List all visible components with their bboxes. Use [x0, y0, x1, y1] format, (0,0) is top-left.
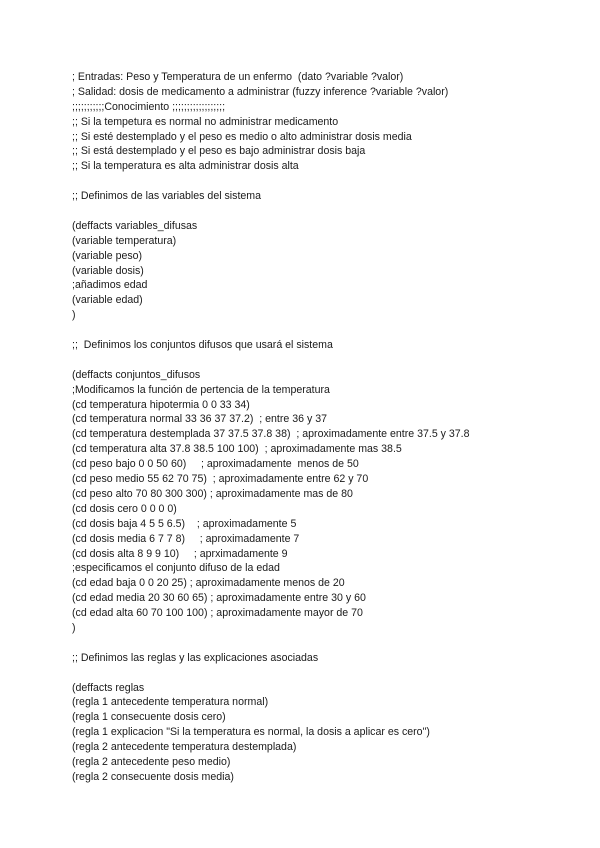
code-line: (variable peso)	[72, 249, 143, 262]
code-line: (cd peso medio 55 62 70 75) ; aproximadamente entre 62 y 70	[72, 473, 369, 486]
code-line: ;añadimos edad	[72, 279, 148, 292]
code-line: ;; Si la temperatura es alta administrar dosis alta	[72, 160, 299, 173]
code-line: (cd temperatura normal 33 36 37 37.2) ; entre 36 y 37	[72, 413, 327, 426]
code-line: (cd temperatura destemplada 37 37.5 37.8 38) ; aproximadamente entre 37.5 y 37.8	[72, 428, 470, 441]
code-line: ;; Si esté destemplado y el peso es medio o alto administrar dosis media	[72, 130, 412, 143]
code-line: (cd peso bajo 0 0 50 60) ; aproximadamente menos de 50	[72, 458, 359, 471]
blank-line	[72, 666, 572, 681]
code-line: (regla 1 antecedente temperatura normal)	[72, 696, 269, 709]
code-line: (cd dosis alta 8 9 9 10) ; aprximadamente 9	[72, 547, 288, 560]
code-line: (regla 1 explicacion "Si la temperatura es normal, la dosis a aplicar es cero")	[72, 726, 430, 739]
code-line: ;; Definimos los conjuntos difusos que usará el sistema	[72, 339, 333, 352]
code-line: (cd temperatura hipotermia 0 0 33 34)	[72, 398, 250, 411]
code-line: (cd edad baja 0 0 20 25) ; aproximadamente menos de 20	[72, 577, 345, 590]
code-line: ;especificamos el conjunto difuso de la edad	[72, 562, 280, 575]
code-line: ;; Si está destemplado y el peso es bajo administrar dosis baja	[72, 145, 366, 158]
code-line: (cd dosis media 6 7 7 8) ; aproximadamente 7	[72, 532, 300, 545]
code-line: (regla 1 consecuente dosis cero)	[72, 711, 226, 724]
code-line: (cd edad media 20 30 60 65) ; aproximadamente entre 30 y 60	[72, 592, 366, 605]
blank-line	[72, 204, 572, 219]
code-line: ; Salidad: dosis de medicamento a administrar (fuzzy inference ?variable ?valor)	[72, 85, 449, 98]
document-body	[72, 70, 572, 785]
code-line: (cd dosis cero 0 0 0 0)	[72, 502, 177, 515]
code-line: (variable edad)	[72, 294, 143, 307]
code-line: (variable temperatura)	[72, 234, 177, 247]
code-line: ; Entradas: Peso y Temperatura de un enfermo (dato ?variable ?valor)	[72, 71, 404, 83]
code-line: ;;;;;;;;;;;Conocimiento ;;;;;;;;;;;;;;;;;;	[72, 100, 226, 113]
code-line: )	[72, 309, 76, 322]
code-line: ;; Definimos las reglas y las explicaciones asociadas	[72, 651, 319, 664]
code-line: (regla 2 antecedente temperatura destemplada)	[72, 741, 297, 754]
code-line: (cd peso alto 70 80 300 300) ; aproximadamente mas de 80	[72, 487, 353, 500]
code-line: (deffacts reglas	[72, 681, 145, 694]
code-line: (regla 2 antecedente peso medio)	[72, 755, 231, 768]
code-line: (cd temperatura alta 37.8 38.5 100 100) ; aproximadamente mas 38.5	[72, 443, 402, 456]
code-line: ;; Definimos de las variables del sistema	[72, 190, 262, 203]
blank-line	[72, 636, 572, 651]
blank-line	[72, 174, 572, 189]
blank-line	[72, 353, 572, 368]
code-line: (deffacts conjuntos_difusos	[72, 368, 201, 381]
code-line: (cd dosis baja 4 5 5 6.5) ; aproximadamente 5	[72, 517, 297, 530]
blank-line	[72, 323, 572, 338]
code-line: (regla 2 consecuente dosis media)	[72, 770, 234, 783]
code-line: (deffacts variables_difusas	[72, 219, 198, 232]
code-line: (cd edad alta 60 70 100 100) ; aproximadamente mayor de 70	[72, 607, 363, 620]
code-line: )	[72, 621, 76, 634]
code-line: ;Modificamos la función de pertencia de la temperatura	[72, 383, 330, 396]
code-line: ;; Si la tempetura es normal no administrar medicamento	[72, 115, 339, 128]
code-line: (variable dosis)	[72, 264, 144, 277]
